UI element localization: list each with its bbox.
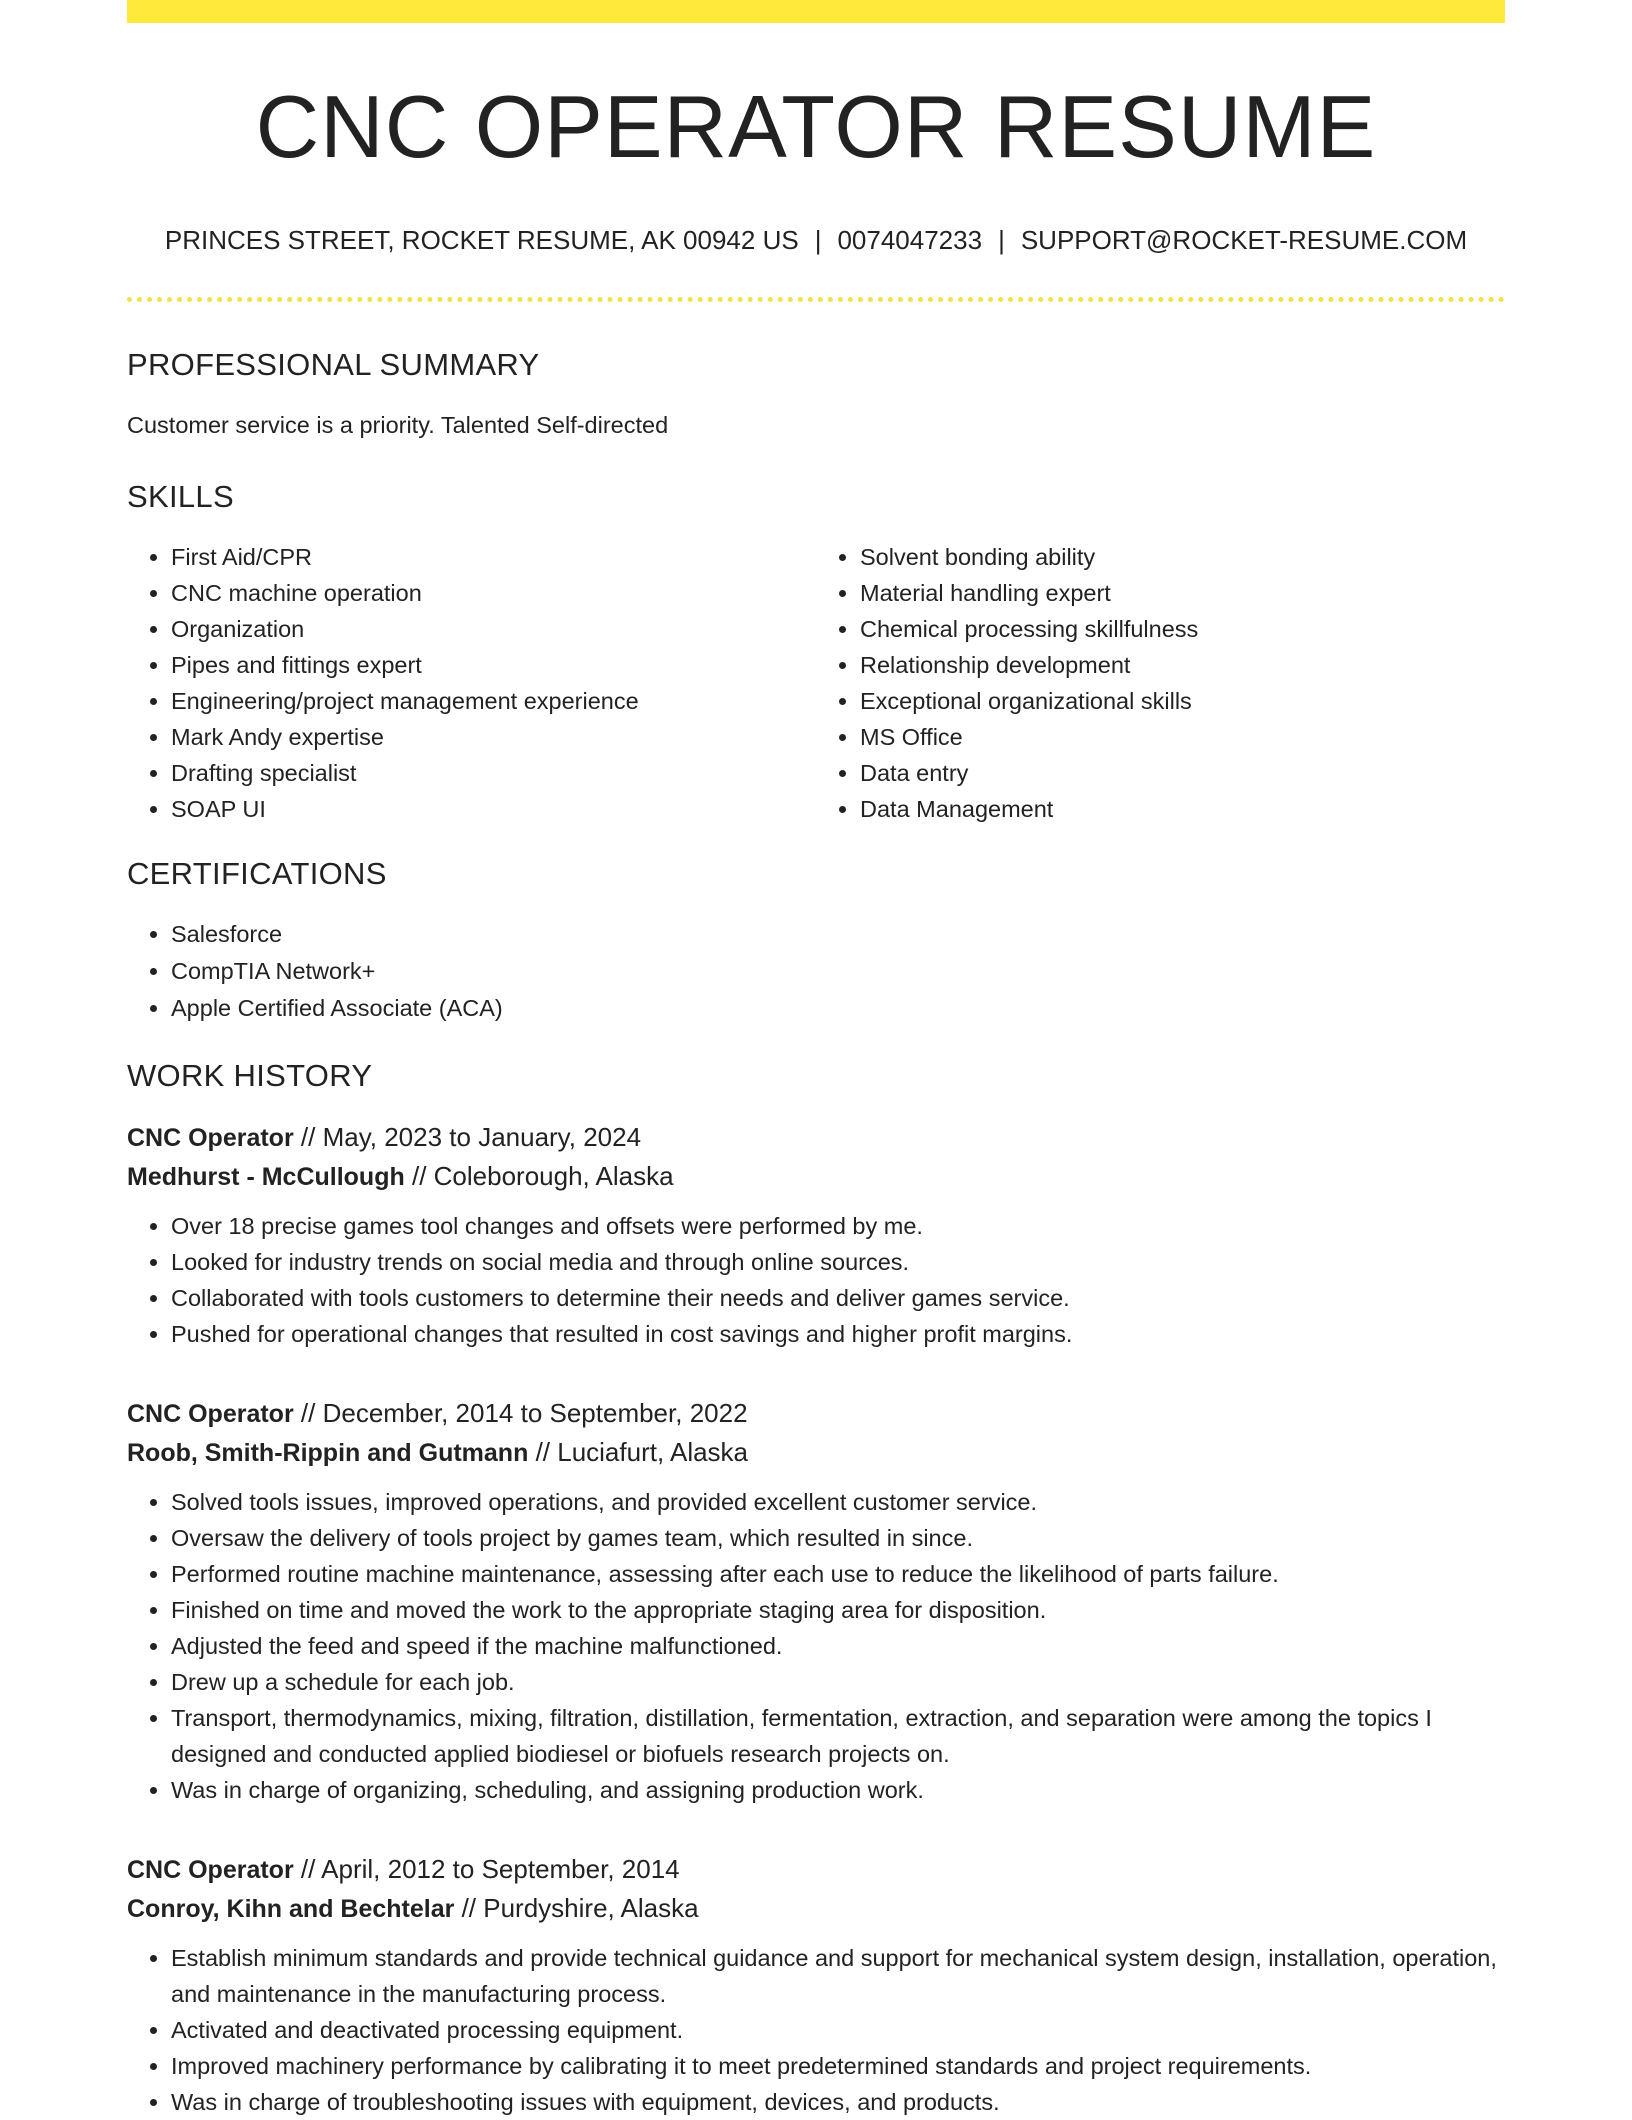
job-company-line <box>127 1157 1505 1196</box>
job-bullet: • Adjusted the feed and speed if the machine malfunctioned. <box>171 1628 1505 1664</box>
job-company: Roob, Smith-Rippin and Gutmann <box>127 1439 529 1468</box>
certification-item: • CompTIA Network+ <box>171 953 1505 990</box>
skill-item: • Exceptional organizational skills <box>860 683 1505 719</box>
job-bullet: • Oversaw the delivery of tools project by games team, which resulted in since. <box>171 1520 1505 1556</box>
skill-item: • Material handling expert <box>860 575 1505 611</box>
job-title: CNC Operator <box>127 1400 294 1429</box>
job-company: Medhurst - McCullough <box>127 1163 405 1192</box>
skill-item: • Relationship development <box>860 647 1505 683</box>
job-bullet: • Was in charge of troubleshooting issues with equipment, devices, and products. <box>171 2084 1505 2120</box>
job-bullet: • Solved tools issues, improved operations, and provided excellent customer service. <box>171 1484 1505 1520</box>
job-title-line <box>127 1118 1505 1157</box>
dotted-divider <box>127 297 1505 302</box>
skill-item: • Organization <box>171 611 816 647</box>
contact-phone: 0074047233 <box>837 225 983 255</box>
job-bullet: • Transport, thermodynamics, mixing, filtration, distillation, fermentation, extraction, and separation were among the topics I designed and conducted applied biodiesel or biofuels research projects on. <box>171 1700 1505 1772</box>
skill-item: • Data Management <box>860 791 1505 827</box>
job-bullet: • Pushed for operational changes that resulted in cost savings and higher profit margins. <box>171 1316 1505 1352</box>
job-bullet: • Establish minimum standards and provide technical guidance and support for mechanical system design, installation, operation, and maintenance in the manufacturing process. <box>171 1940 1505 2012</box>
job-dates: // May, 2023 to January, 2024 <box>293 1122 642 1153</box>
job-entry <box>127 1850 1505 2120</box>
skills-list-left <box>127 539 816 827</box>
skill-item: • MS Office <box>860 719 1505 755</box>
summary-text: Customer service is a priority. Talented Self-directed <box>127 412 669 439</box>
skill-item: • Data entry <box>860 755 1505 791</box>
certification-list <box>127 916 1505 1027</box>
job-bullet: • Collaborated with tools customers to determine their needs and deliver games service. <box>171 1280 1505 1316</box>
skill-item: • Pipes and fittings expert <box>171 647 816 683</box>
job-dates: // December, 2014 to September, 2022 <box>293 1398 748 1429</box>
section-heading-certifications: CERTIFICATIONS <box>127 856 387 892</box>
skill-item: • Mark Andy expertise <box>171 719 816 755</box>
certification-item: • Apple Certified Associate (ACA) <box>171 990 1505 1027</box>
skill-item: • First Aid/CPR <box>171 539 816 575</box>
job-entry <box>127 1118 1505 1352</box>
contact-separator: | <box>814 225 822 255</box>
job-bullets <box>127 1484 1505 1808</box>
job-bullet: • Was in charge of organizing, scheduling, and assigning production work. <box>171 1772 1505 1808</box>
skills-grid <box>127 539 1505 827</box>
job-location: // Coleborough, Alaska <box>404 1161 674 1192</box>
certification-item: • Salesforce <box>171 916 1505 953</box>
job-dates: // April, 2012 to September, 2014 <box>293 1854 680 1885</box>
job-location: // Luciafurt, Alaska <box>528 1437 749 1468</box>
job-title-line <box>127 1394 1505 1433</box>
contact-email: SUPPORT@ROCKET-RESUME.COM <box>1020 225 1468 255</box>
job-bullets <box>127 1940 1505 2120</box>
job-bullet: • Performed routine machine maintenance, assessing after each use to reduce the likelihood of parts failure. <box>171 1556 1505 1592</box>
contact-address: PRINCES STREET, ROCKET RESUME, AK 00942 US <box>164 225 799 255</box>
job-company-line <box>127 1433 1505 1472</box>
job-location: // Purdyshire, Alaska <box>454 1893 699 1924</box>
top-accent-bar <box>127 0 1505 23</box>
job-bullets <box>127 1208 1505 1352</box>
section-heading-skills: SKILLS <box>127 478 234 514</box>
job-bullet: • Looked for industry trends on social media and through online sources. <box>171 1244 1505 1280</box>
skill-item: • Chemical processing skillfulness <box>860 611 1505 647</box>
job-bullet: • Improved machinery performance by calibrating it to meet predetermined standards and project requirements. <box>171 2048 1505 2084</box>
job-title: CNC Operator <box>127 1124 294 1153</box>
job-title: CNC Operator <box>127 1856 294 1885</box>
skill-item: • Engineering/project management experience <box>171 683 816 719</box>
section-heading-work-history: WORK HISTORY <box>127 1058 373 1094</box>
job-company-line <box>127 1889 1505 1928</box>
job-entry <box>127 1394 1505 1808</box>
skill-item: • Drafting specialist <box>171 755 816 791</box>
page-title: CNC OPERATOR RESUME <box>255 77 1377 176</box>
job-bullet: • Over 18 precise games tool changes and offsets were performed by me. <box>171 1208 1505 1244</box>
contact-separator: | <box>998 225 1005 255</box>
job-bullet: • Drew up a schedule for each job. <box>171 1664 1505 1700</box>
job-bullet: • Activated and deactivated processing equipment. <box>171 2012 1505 2048</box>
job-title-line <box>127 1850 1505 1889</box>
resume-page <box>127 0 1505 2120</box>
contact-line <box>127 225 1505 256</box>
job-company: Conroy, Kihn and Bechtelar <box>127 1895 455 1924</box>
section-heading-summary: PROFESSIONAL SUMMARY <box>127 347 540 383</box>
skills-list-right <box>816 539 1505 827</box>
job-bullet: • Finished on time and moved the work to the appropriate staging area for disposition. <box>171 1592 1505 1628</box>
skill-item: • Solvent bonding ability <box>860 539 1505 575</box>
skill-item: • CNC machine operation <box>171 575 816 611</box>
skill-item: • SOAP UI <box>171 791 816 827</box>
